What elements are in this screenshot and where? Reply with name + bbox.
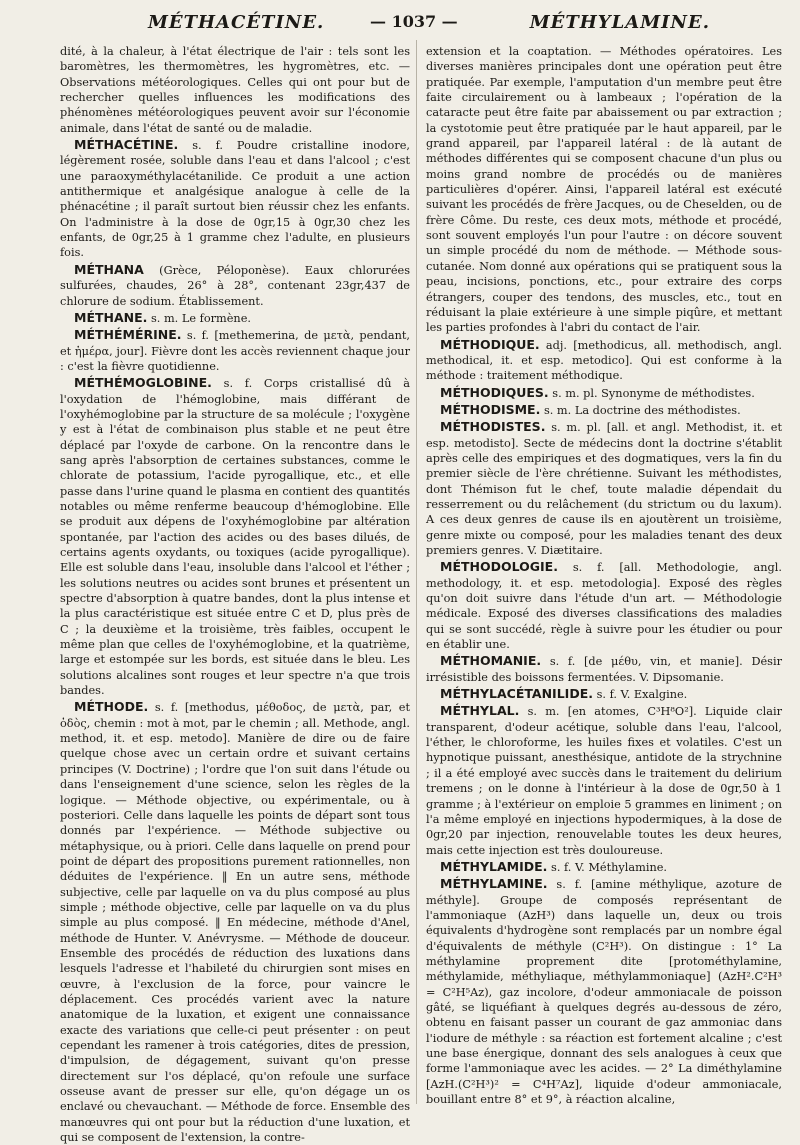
headword: MÉTHÉMÉRINE. xyxy=(74,327,182,343)
headword: MÉTHODISTES. xyxy=(440,419,546,435)
paragraph: extension et la coaptation. — Méthodes opératoires. Les diverses manières principales dont une opération peut être pratiquée. Par exemple, l'amputation d'un membre peut être faite circulairement ou à lambeaux ; l'opération de la cataracte peut être faite par abaissement ou par extraction ; la cystotomie peut être pratiquée par le haut appareil, par le grand appareil, par l'appareil latéral : de là autant de méthodes différentes qui se composent chacune d'un plus ou moins grand nombre de procédés ou de manières particulières d'opérer. Ainsi, l'appareil latéral est exécuté suivant les procédés de frère Jacques, ou de Cheselden, ou de frère Côme. Du reste, ces deux mots, méthode et procédé, sont souvent employés l'un pour l'autre : on décore souvent un simple procédé du nom de méthode. — Méthode sous-cutanée. Nom donné aux opérations qui se pratiquent sous la peau, incisions, ponctions, etc., pour extraire des corps étrangers, couper des tendons, des muscles, etc., tout en réduisant la plaie extérieure à une simple piqûre, et mettant les parties profondes à l'abri du contact de l'air. xyxy=(426,45,782,335)
left-column xyxy=(60,44,410,1145)
column-divider xyxy=(416,40,417,1104)
right-column xyxy=(426,44,782,1107)
entry-methodiques: MÉTHODIQUES. s. m. pl. Synonyme de méthodistes. xyxy=(440,384,755,400)
header-left-word: MÉTHACÉTINE. xyxy=(148,12,325,33)
entry-methylal: MÉTHYLAL. s. m. [en atomes, C³H⁸O²]. Liquide clair transparent, d'odeur acétique, soluble dans l'eau, l'alcool, l'éther, le chloroforme, les huiles fixes et volatiles. C'est un hypnotique puissant, anesthésique, antidote de la strychnine ; il a été employé avec succès dans le traitement du delirium tremens ; on le donne à l'intérieur à la dose de 0gr,50 à 1 gramme ; à l'extérieur on emploie 5 grammes en liniment ; on l'a même employé en injections hypodermiques, à la dose de 0gr,20 par injection, renouvelable toutes les deux heures, mais cette injection est très douloureuse. xyxy=(426,703,782,857)
headword: MÉTHACÉTINE. xyxy=(74,137,179,153)
entry-methacetine: MÉTHACÉTINE. s. f. Poudre cristalline inodore, légèrement rosée, soluble dans l'eau et dans l'alcool ; c'est une paraoxyméthylacétanilide. Ce produit a une action antithermique et analgésique analogue à celle de la phénacétine ; il paraît surtout bien réussir chez les enfants. On l'administre à la dose de 0gr,15 à 0gr,30 chez les enfants, de 0gr,25 à 1 gramme chez l'adulte, en plusieurs fois. xyxy=(60,137,410,260)
page-number: — 1037 — xyxy=(370,12,458,31)
headword: MÉTHÉMOGLOBINE. xyxy=(74,375,212,391)
headword: MÉTHODE. xyxy=(74,699,149,715)
headword: MÉTHYLAMINE. xyxy=(440,876,548,892)
headword: MÉTHODIQUES. xyxy=(440,384,549,400)
running-header xyxy=(40,12,770,38)
header-right-word: MÉTHYLAMINE. xyxy=(529,12,710,33)
entry-methane: MÉTHANE. s. m. Le formène. xyxy=(74,309,251,325)
paragraph: dité, à la chaleur, à l'état électrique de l'air : tels sont les baromètres, les thermomètres, les hygromètres, etc. — Observations météorologiques. Celles qui ont pour but de rechercher quelles influences les modifications des phénomènes météorologiques peuvent avoir sur l'économie animale, dans l'état de santé ou de maladie. xyxy=(60,45,410,135)
headword: MÉTHODIQUE. xyxy=(440,336,540,352)
entry-methylamide: MÉTHYLAMIDE. s. f. V. Méthylamine. xyxy=(440,858,667,874)
entry-methodique: MÉTHODIQUE. adj. [methodicus, all. methodisch, angl. methodical, it. et esp. metodico]. Qui est conforme à la méthode : traitement méthodique. xyxy=(426,336,783,383)
entry-methodisme: MÉTHODISME. s. m. La doctrine des méthodistes. xyxy=(440,401,741,417)
headword: MÉTHANA xyxy=(74,261,144,277)
headword: MÉTHOMANIE. xyxy=(440,653,542,669)
entry-methode: MÉTHODE. s. f. [methodus, μέθοδος, de μετὰ, par, et ὁδὸς, chemin : mot à mot, par le chemin ; all. Methode, angl. method, it. et esp. metodo]. Manière de dire ou de faire quelque chose avec un certain ordre et suivant certains principes (V. Doctrine) ; l'ordre que l'on suit dans l'étude ou dans l'enseignement d'une science, selon les règles de la logique. — Méthode objective, ou expérimentale, ou à posteriori. Celle dans laquelle les points de départ sont tous donnés par l'expérience. — Méthode subjective ou métaphysique, ou à priori. Celle dans laquelle on prend pour point de départ des propositions purement rationnelles, non déduites de l'expérience. ‖ En un autre sens, méthode subjective, celle par laquelle on va du plus composé au plus simple ; méthode objective, celle par laquelle on va du plus simple au plus composé. ‖ En médecine, méthode d'Anel, méthode de Hunter. V. Anévrysme. — Méthode de douceur. Ensemble des procédés de réduction des luxations dans lesquels l'adresse et l'habileté du chirurgien sont mises en œuvre, à l'exclusion de la force, pour vaincre le déplacement. Ces procédés varient avec la nature anatomique de la luxation, et exigent une connaissance exacte des variations que celle-ci peut présenter : on peut cependant les ramener à trois catégories, dites de pression, d'impulsion, de dégagement, suivant qu'on presse directement sur l'os déplacé, qu'on refoule une surface osseuse avant de presser sur elle, qu'on dégage un os enclavé ou chevauchant. — Méthode de force. Ensemble des manœuvres qui ont pour but la réduction d'une luxation, et qui se composent de l'extension, la contre- xyxy=(60,699,410,1145)
headword: MÉTHODOLOGIE. xyxy=(440,559,558,575)
entry-methemoglobine: MÉTHÉMOGLOBINE. s. f. Corps cristallisé dû à l'oxydation de l'hémoglobine, mais différant de l'oxyhémoglobine par la structure de sa molécule ; l'oxygène y est à l'état de combinaison plus stable et ne peut être déplacé par l'oxyde de carbone. On la rencontre dans le sang après l'absorption de certaines substances, comme le chlorate de potassium, l'acide pyrogallique, etc., et elle passe dans l'urine quand le plasma en contient des quantités notables ou même renferme beaucoup d'hémoglobine. Elle se produit aux dépens de l'oxyhémoglobine par altération spontanée, par l'action des acides ou des bases dilués, de certains agents oxydants, ou toxiques (acide pyrogallique). Elle est soluble dans l'eau, insoluble dans l'alcool et l'éther ; les solutions neutres ou acides sont brunes et présentent un spectre d'absorption à quatre bandes, dont la plus intense et la plus caractéristique est située entre C et D, plus près de C ; la deuxième et la troisième, très faibles, occupent le même plan que celles de l'oxyhémoglobine, et la quatrième, large et estompée sur les bords, est située dans le bleu. Les solutions alcalines sont rouges et leur spectre n'a que trois bandes. xyxy=(60,375,410,698)
entry-methana: MÉTHANA (Grèce, Péloponèse). Eaux chlorurées sulfurées, chaudes, 26° à 28°, contenant 23gr,437 de chlorure de sodium. Établissement. xyxy=(60,261,411,308)
headword: MÉTHYLAMIDE. xyxy=(440,858,548,874)
entry-methomanie: MÉTHOMANIE. s. f. [de μέθυ, vin, et manie]. Désir irrésistible des boissons fermentées. V. Dipsomanie. xyxy=(426,653,782,684)
entry-methodistes: MÉTHODISTES. s. m. pl. [all. et angl. Methodist, it. et esp. metodisto]. Secte de médecins dont la doctrine s'établit après celle des empiriques et des dogmatiques, vers la fin du premier siècle de l'ère chrétienne. Suivant les méthodistes, dont Thémison fut le chef, toute maladie dépendait du resserrement ou du relâchement (du strictum ou du laxum). A ces deux genres de cause ils en ajoutèrent un troisième, genre mixte ou composé, pour les maladies tenant des deux premiers genres. V. Diætitaire. xyxy=(426,419,782,557)
headword: MÉTHANE. xyxy=(74,309,148,325)
headword: MÉTHYLAL. xyxy=(440,703,520,719)
entry-methylamine: MÉTHYLAMINE. s. f. [amine méthylique, azoture de méthyle]. Groupe de composés représentant de l'ammoniaque (AzH³) dans laquelle un, deux ou trois équivalents d'hydrogène sont remplacés par un nombre égal d'équivalents de méthyle (C²H³). On distingue : 1° La méthylamine proprement dite [protométhylamine, méthylamide, méthyliaque, méthylammoniaque] (AzH².C²H³ = C²H⁵Az), gaz incolore, d'odeur ammoniacale de poisson gâté, se liquéfiant à quelques degrés au-dessous de zéro, obtenu en faisant passer un courant de gaz ammoniac dans l'iodure de méthyle : sa réaction est fortement alcaline ; c'est une base énergique, donnant des sels analogues à ceux que forme l'ammoniaque avec les acides. — 2° La diméthylamine [AzH.(C²H³)² = C⁴H⁷Az], liquide d'odeur ammoniacale, bouillant entre 8° et 9°, à réaction alcaline, xyxy=(426,876,782,1107)
headword: MÉTHYLACÉTANILIDE. xyxy=(440,686,593,702)
entry-methemerine: MÉTHÉMÉRINE. s. f. [methemerina, de μετὰ, pendant, et ἡμέρα, jour]. Fièvre dont les accès reviennent chaque jour : c'est la fièvre quotidienne. xyxy=(60,327,410,373)
entry-methylacetanilide: MÉTHYLACÉTANILIDE. s. f. V. Exalgine. xyxy=(440,686,688,702)
headword: MÉTHODISME. xyxy=(440,401,541,417)
entry-methodologie: MÉTHODOLOGIE. s. f. [all. Methodologie, angl. methodology, it. et esp. metodologia]. Exposé des règles qu'on doit suivre dans l'étude d'un art. — Méthodologie médicale. Exposé des diverses classifications des maladies qui se sont succédé, règle à suivre pour les étudier ou pour en établir une. xyxy=(426,559,782,652)
